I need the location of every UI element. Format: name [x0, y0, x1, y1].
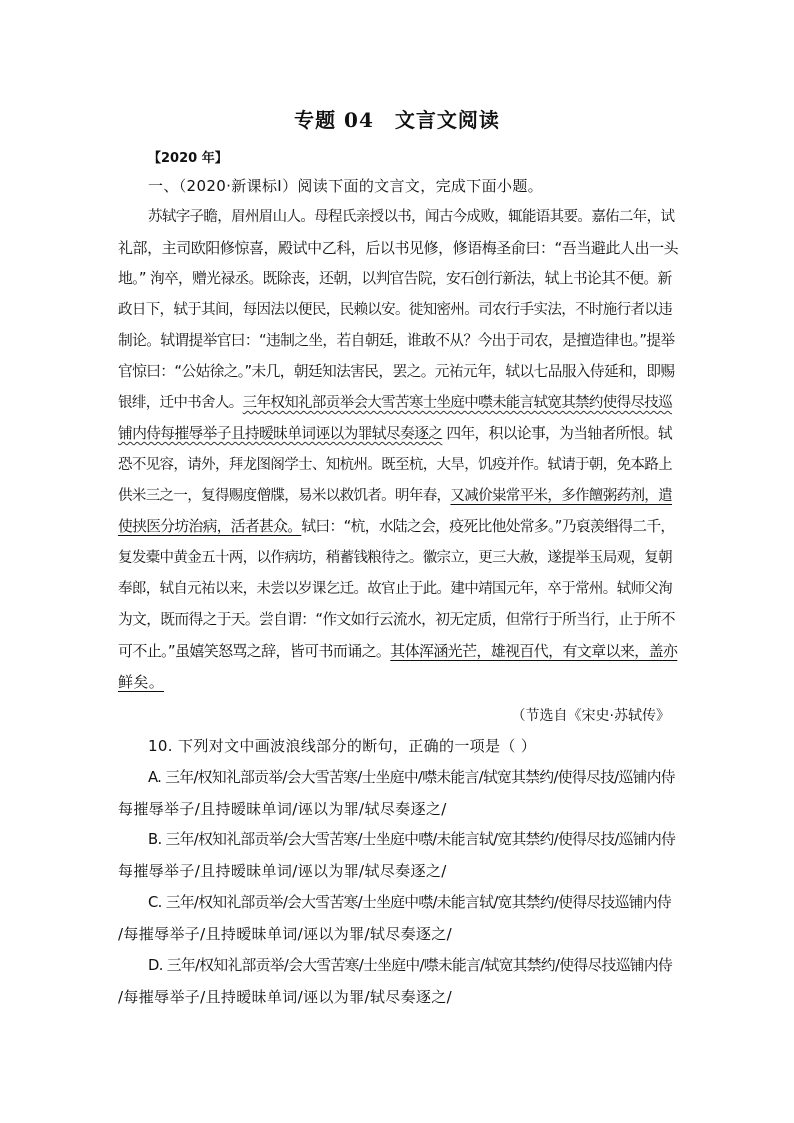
passage-text: 四年，积以论事，为当轴者所恨。轼	[442, 425, 672, 442]
passage-line: 官惊曰：“公姑徐之。”未几，朝廷知法害民，罢之。元祐元年，轼以七品服入侍延和，即赐	[118, 363, 675, 380]
question-stem: 10. 下列对文中画波浪线部分的断句，正确的一项是（ ）	[148, 737, 537, 755]
option-a[interactable]: A. 三年/权知礼部贡举/会大雪苦寒/士坐庭中/噤未能言/轼宽其禁约/使得尽技/巡铺内侍	[148, 769, 675, 786]
passage-line: 奉郎，轼自元祐以来，未尝以岁课乞迁。故官止于此。建中靖国元年，卒于常州。轼师父洵	[118, 581, 672, 597]
passage-line: 地。” 洵卒，赠光禄丞。既除丧，还朝，以判官告院，安石创行新法，轼上书论其不便。新	[118, 270, 672, 287]
passage-line	[118, 424, 672, 444]
option-c-cont[interactable]: /每摧辱举子/且持暧昧单词/诬以为罪/轼尽奏逐之/	[118, 925, 453, 943]
passage-line	[118, 641, 677, 661]
passage-line: 政日下，轼于其间，每因法以便民，民赖以安。徙知密州。司农行手实法，不时施行者以违	[118, 302, 672, 318]
underlined-text: 其体浑涵光芒，雄视百代，有文章以来，盖亦	[390, 642, 678, 660]
passage-line: 恐不见容，请外，拜龙图阁学士、知杭州。既至杭，大旱，饥疫并作。轼请于朝，免本路上	[118, 457, 672, 473]
passage-line	[118, 393, 672, 413]
option-b[interactable]: B. 三年/权知礼部贡举/会大雪苦寒/士坐庭中噤/未能言轼/宽其禁约/使得尽技/巡铺内侍	[148, 831, 676, 848]
passage-text: 轼曰：“杭，水陆之会，疫死比他处常多。”乃裒羡缗得二千，	[301, 518, 675, 535]
year-tag: 【2020 年】	[148, 151, 228, 166]
option-d[interactable]: D. 三年/权知礼部贡举/会大雪苦寒/士坐庭中/噤未能言/轼宽其禁约/使得尽技巡铺内侍	[148, 957, 673, 974]
option-b-cont[interactable]: 每摧辱举子/且持暧昧单词/诬以为罪/轼尽奏逐之/	[118, 862, 447, 880]
wavy-underlined-text: 铺内侍每摧辱举子且持暧昧单词诬以为罪轼尽奏逐之	[118, 425, 443, 442]
wavy-underlined-text: 三年权知礼部贡举会大雪苦寒士坐庭中噤未能言轼宽其禁约使得尽技巡	[242, 395, 673, 411]
passage-line: 复发橐中黄金五十两，以作病坊，稍蓄钱粮待之。徽宗立，更三大赦，遂提举玉局观，复朝	[118, 550, 672, 566]
underlined-text: 鲜矣。	[118, 673, 165, 691]
passage-line: 苏轼字子瞻，眉州眉山人。母程氏亲授以书，闻古今成败，辄能语其要。嘉佑二年，试	[148, 209, 675, 225]
option-d-cont[interactable]: /每摧辱举子/且持暧昧单词/诬以为罪/轼尽奏逐之/	[118, 988, 453, 1006]
passage-line: 为文，既而得之于天。尝自谓：“作文如行云流水，初无定质，但常行于所当行，止于所不	[118, 611, 675, 628]
underlined-text: 又减价粜常平米，多作饘粥药剂，遣	[450, 488, 673, 504]
option-a-cont[interactable]: 每摧辱举子/且持暧昧单词/诬以为罪/轼尽奏逐之/	[118, 800, 447, 818]
passage-text: 银绯，迁中书舍人。	[118, 395, 243, 411]
passage-line: 制论。轼谓提举官曰：“违制之坐，若自朝廷，谁敢不从？今出于司农，是擅造律也。”提举	[118, 332, 675, 349]
passage-line	[118, 486, 672, 506]
passage-line	[118, 517, 675, 537]
passage-text: 供米三之一，复得赐度僧牒，易米以救饥者。明年春，	[118, 488, 451, 504]
question-intro: 一、（2020·新课标Ⅰ）阅读下面的文言文，完成下面小题。	[148, 177, 544, 195]
option-c[interactable]: C. 三年/权知礼部贡举/会大雪苦寒/士坐庭中噤/未能言轼/宽其禁约/使得尽技巡铺内侍	[148, 894, 672, 911]
page-title: 专题 04 文言文阅读	[294, 108, 500, 132]
source-citation: （节选自《宋史·苏轼传》	[511, 708, 670, 724]
passage-line: 礼部，主司欧阳修惊喜，殿试中乙科，后以书见修，修语梅圣俞曰：“吾当避此人出一头	[118, 239, 679, 257]
passage-text: 可不止。”虽嬉笑怒骂之辞，皆可书而诵之。	[118, 642, 391, 660]
passage-line	[118, 672, 164, 692]
underlined-text: 使挟医分坊治病，活者甚众。	[118, 518, 302, 535]
